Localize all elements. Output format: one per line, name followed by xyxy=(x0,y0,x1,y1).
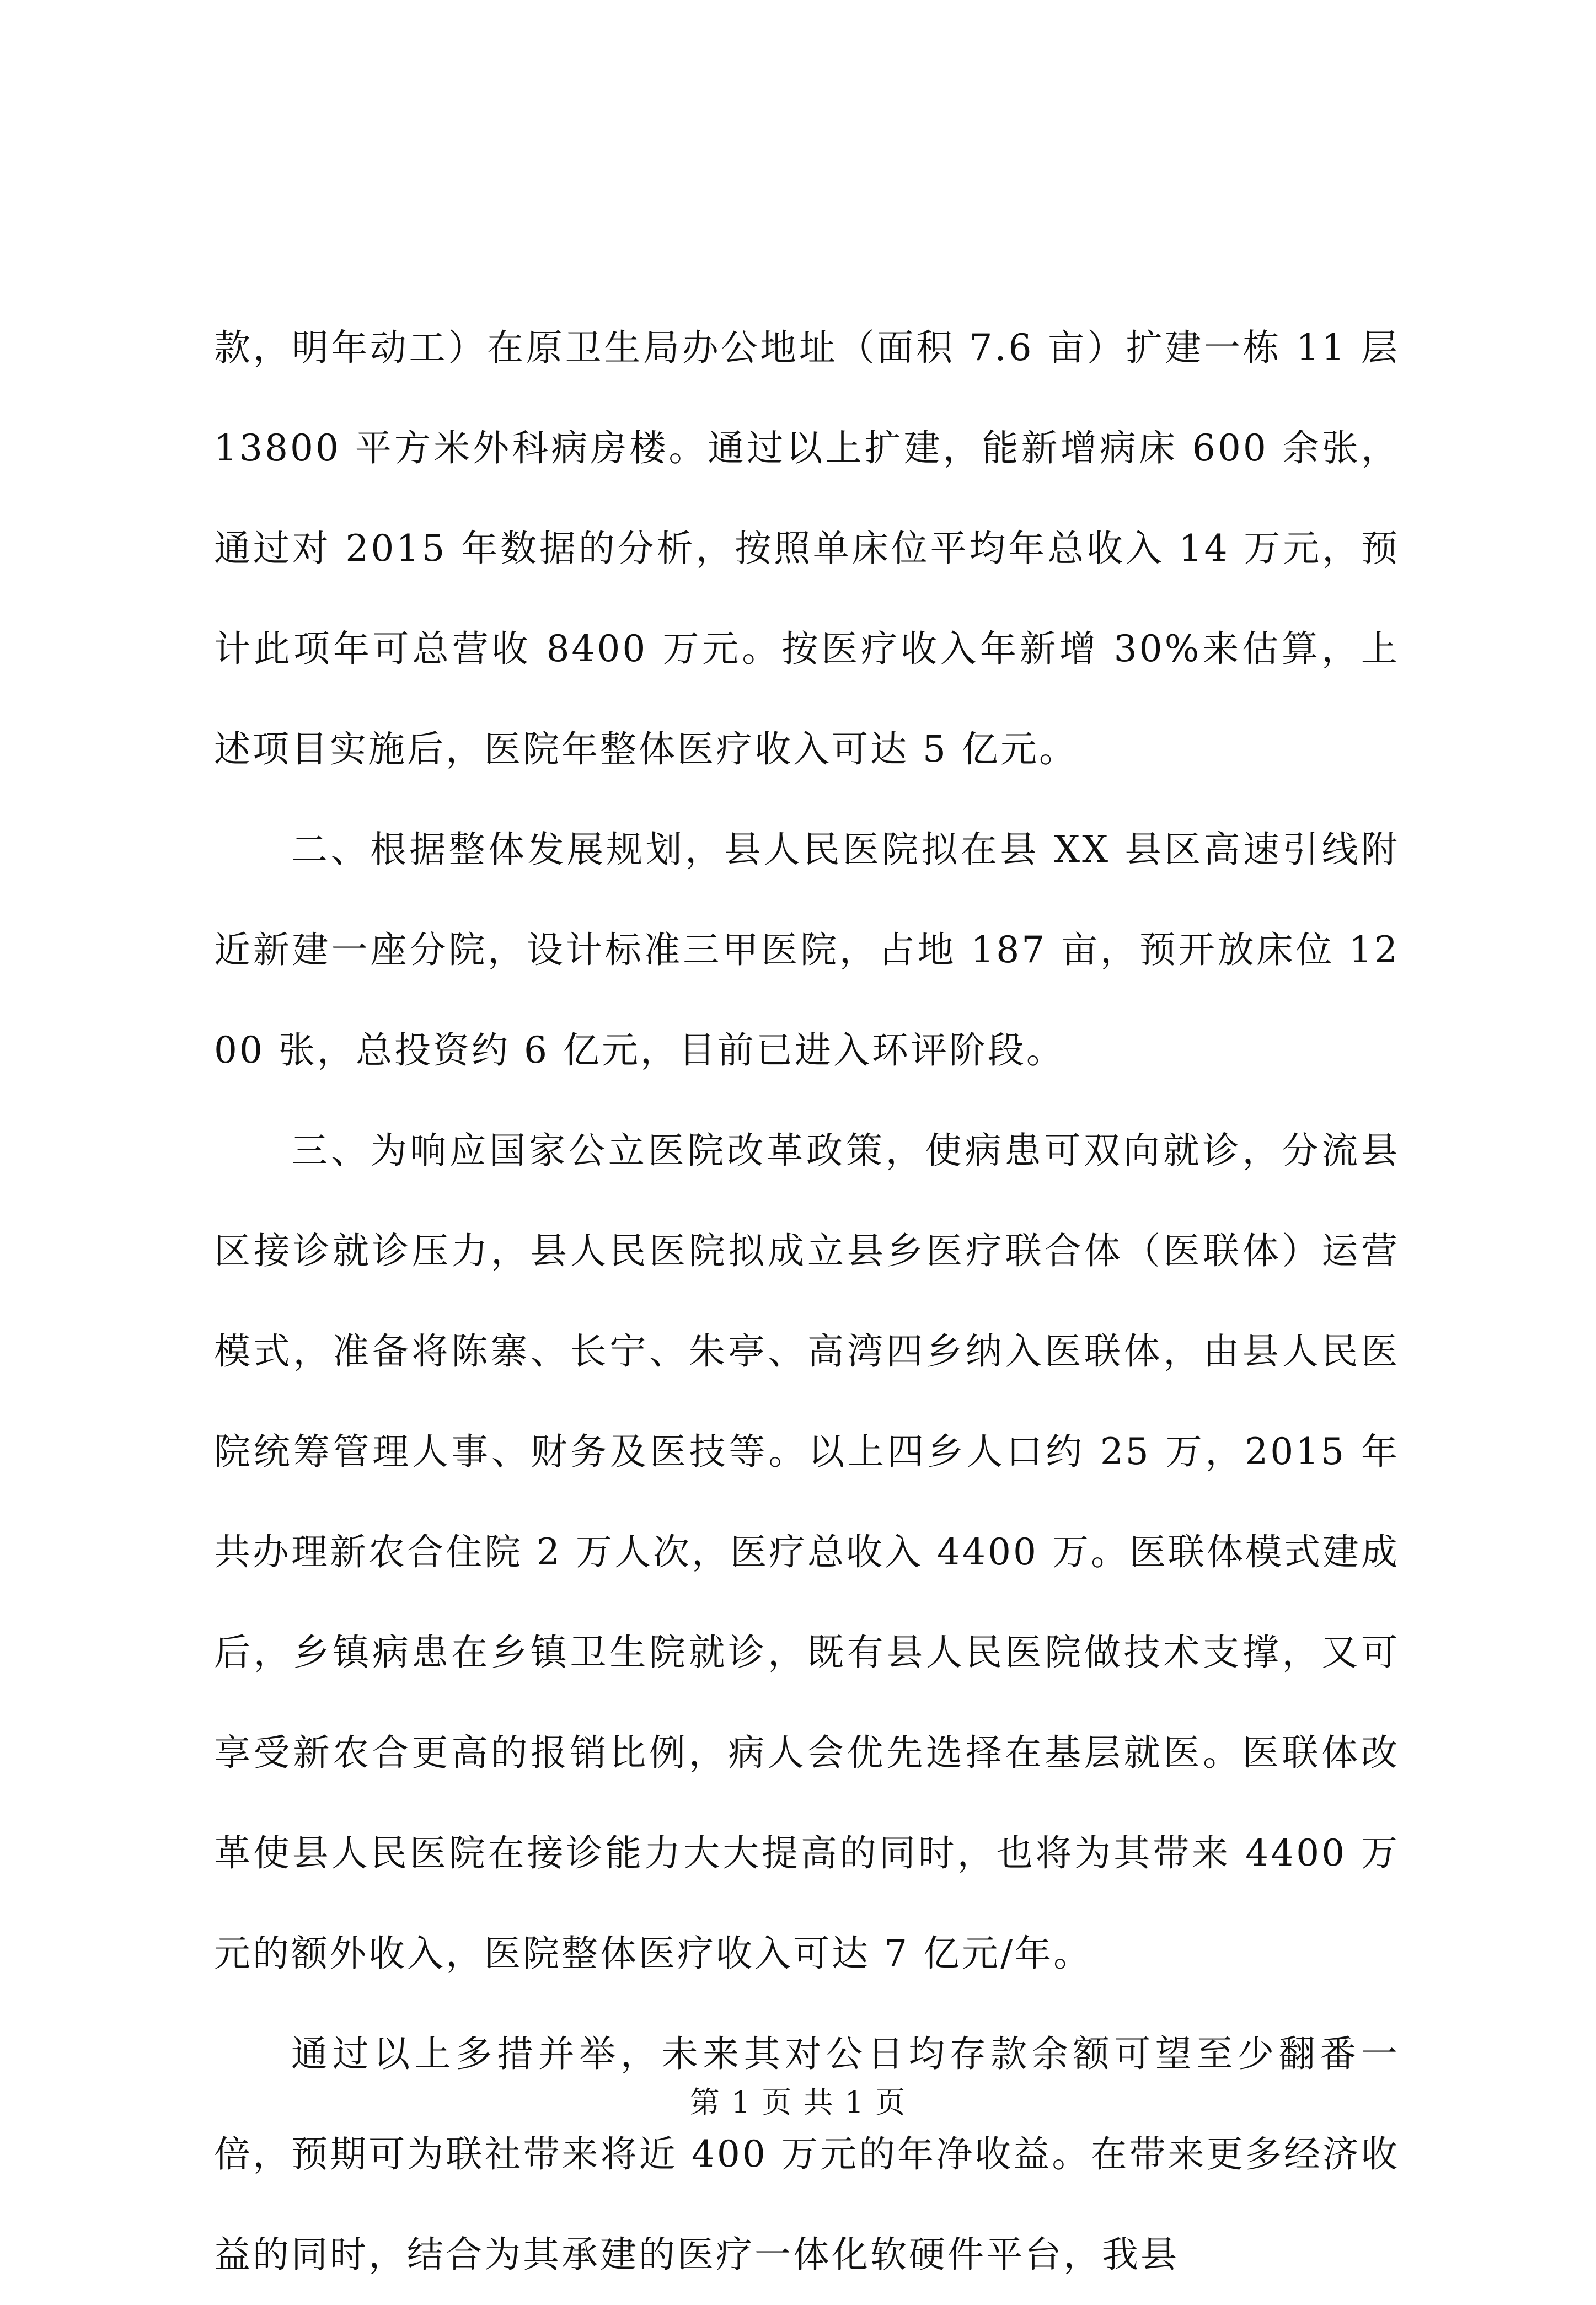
paragraph-summary: 通过以上多措并举，未来其对公日均存款余额可望至少翻番一倍，预期可为联社带来将近 400 万元的年净收益。在带来更多经济收益的同时，结合为其承建的医疗一体化软硬件平台，我县 xyxy=(214,2033,1400,2276)
document-body xyxy=(214,298,1400,2305)
paragraph-item-2: 二、根据整体发展规划，县人民医院拟在县 XX 县区高速引线附近新建一座分院，设计标准三甲医院，占地 187 亩，预开放床位 1200 张，总投资约 6 亿元，目前已进入环评阶段。 xyxy=(214,828,1400,1071)
paragraph-continuation: 款，明年动工）在原卫生局办公地址（面积 7.6 亩）扩建一栋 11 层 13800 平方米外科病房楼。通过以上扩建，能新增病床 600 余张，通过对 2015 年数据的分析，按照单床位平均年总收入 14 万元，预计此项年可总营收 8400 万元。按医疗收入年新增 30%来估算，上述项目实施后，医院年整体医疗收入可达 5 亿元。 xyxy=(214,326,1400,770)
page-number-footer: 第 1 页 共 1 页 xyxy=(689,2085,907,2120)
paragraph-item-3: 三、为响应国家公立医院改革政策，使病患可双向就诊，分流县区接诊就诊压力，县人民医院拟成立县乡医疗联合体（医联体）运营模式，准备将陈寨、长宁、朱亭、高湾四乡纳入医联体，由县人民医院统筹管理人事、财务及医技等。以上四乡人口约 25 万，2015 年共办理新农合住院 2 万人次，医疗总收入 4400 万。医联体模式建成后，乡镇病患在乡镇卫生院就诊，既有县人民医院做技术支撑，又可享受新农合更高的报销比例，病人会优先选择在基层就医。医联体改革使县人民医院在接诊能力大大提高的同时，也将为其带来 4400 万元的额外收入，医院整体医疗收入可达 7 亿元/年。 xyxy=(214,1129,1400,1975)
